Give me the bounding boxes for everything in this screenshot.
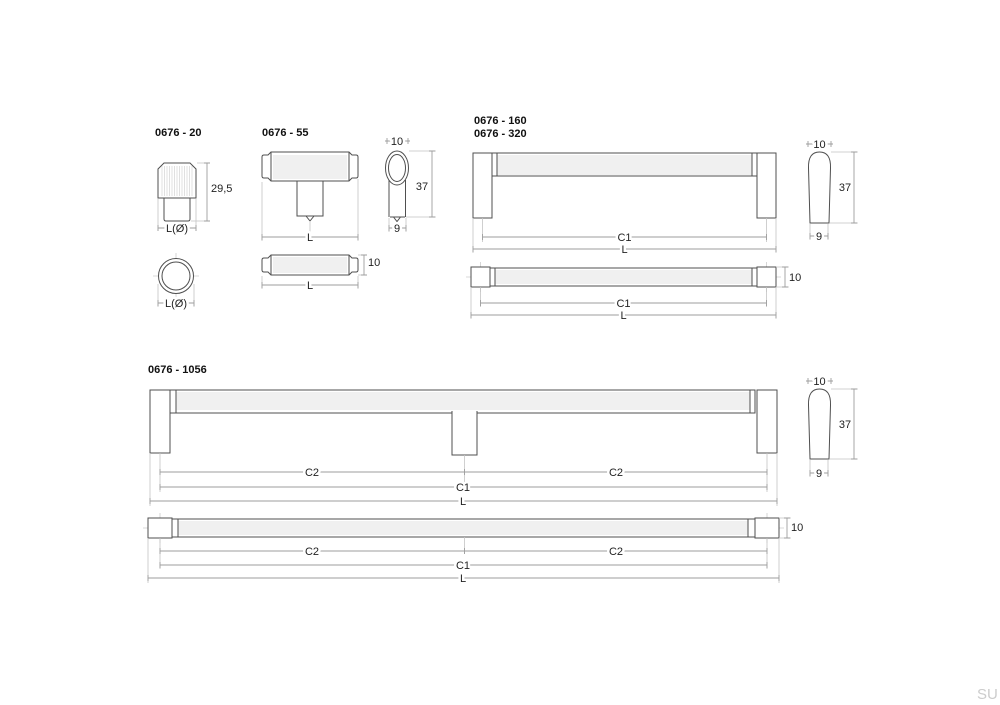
bar160-right-post	[757, 153, 776, 218]
bar160-top-left-cap	[471, 267, 490, 287]
dim-label-l: L	[621, 244, 628, 256]
dim-label-diameter: L(Ø)	[165, 298, 187, 310]
bar-0676-1056-view	[143, 364, 803, 585]
bar1056-top-left-cap	[148, 518, 172, 538]
bar160-top-fluting	[495, 271, 752, 283]
bar1056-front-bar	[170, 390, 755, 413]
watermark-text: SU	[977, 686, 998, 703]
bar-0676-160-320-view	[466, 115, 801, 322]
dim-label-c2-right: C2	[608, 467, 624, 479]
dim-label-l: L	[459, 496, 467, 508]
dim-label-top-c1: C1	[455, 560, 471, 572]
dim-label-top: 10	[390, 136, 404, 148]
bar1056-right-post	[757, 390, 777, 453]
dim-label-top: 10	[813, 139, 826, 151]
profile-stem	[389, 180, 406, 222]
dim-label-depth: 10	[789, 272, 802, 284]
bar1056-left-post	[150, 390, 170, 453]
dim-label-height: 37	[838, 419, 852, 431]
dim-label-c2-left: C2	[304, 467, 320, 479]
dim-label-top-c2-right: C2	[608, 546, 624, 558]
tbar-side-profile-view	[385, 136, 436, 235]
bar160-top-right-cap	[757, 267, 776, 287]
profile-dome-shape	[808, 152, 830, 223]
knob-base-shape	[164, 198, 190, 221]
dim-label-width: L(Ø)	[166, 223, 188, 235]
bar1056-side-profile-view	[806, 376, 858, 480]
dim-label-bottom: 9	[393, 223, 401, 235]
dim-label-top: 10	[813, 376, 826, 388]
dim-label-depth: 10	[368, 257, 381, 269]
dim-label-bottom: 9	[815, 468, 823, 480]
bar1056-center-post	[452, 411, 477, 455]
dim-label-height: 37	[838, 182, 852, 194]
product-code: 0676 - 160	[474, 115, 527, 127]
product-code: 0676 - 55	[262, 127, 309, 139]
dim-label-c1: C1	[455, 482, 471, 494]
bar1056-top-fluting	[178, 522, 748, 534]
dim-label-top-c2-left: C2	[304, 546, 320, 558]
dim-label-top-l: L	[620, 310, 627, 322]
dim-label-height: 29,5	[211, 183, 233, 195]
dim-label-top-length: L	[306, 280, 314, 292]
tbar-0676-55-view	[262, 127, 380, 292]
bar160-left-post	[473, 153, 492, 218]
tbar-stem-tip	[306, 216, 314, 221]
dim-label-c1: C1	[617, 232, 632, 244]
knob-0676-20-view	[153, 127, 232, 310]
dim-label-height: 37	[415, 181, 429, 193]
product-code: 0676 - 1056	[148, 364, 207, 376]
bar160-side-profile-view	[806, 139, 858, 243]
dim-label-bottom: 9	[815, 231, 823, 243]
bar160-front-bar	[492, 153, 757, 176]
profile-dome-shape	[808, 389, 830, 459]
bar1056-fluting	[176, 393, 750, 409]
tbar-stem	[297, 181, 323, 216]
dim-label-depth: 10	[791, 522, 804, 534]
product-code: 0676 - 320	[474, 128, 527, 140]
bar1056-top-right-cap	[755, 518, 779, 538]
dim-label-top-l: L	[459, 573, 467, 585]
dim-label-length: L	[306, 232, 314, 244]
dim-label-top-c1: C1	[616, 298, 631, 310]
product-code: 0676 - 20	[155, 127, 202, 139]
knob-top-view-outer	[159, 259, 194, 294]
